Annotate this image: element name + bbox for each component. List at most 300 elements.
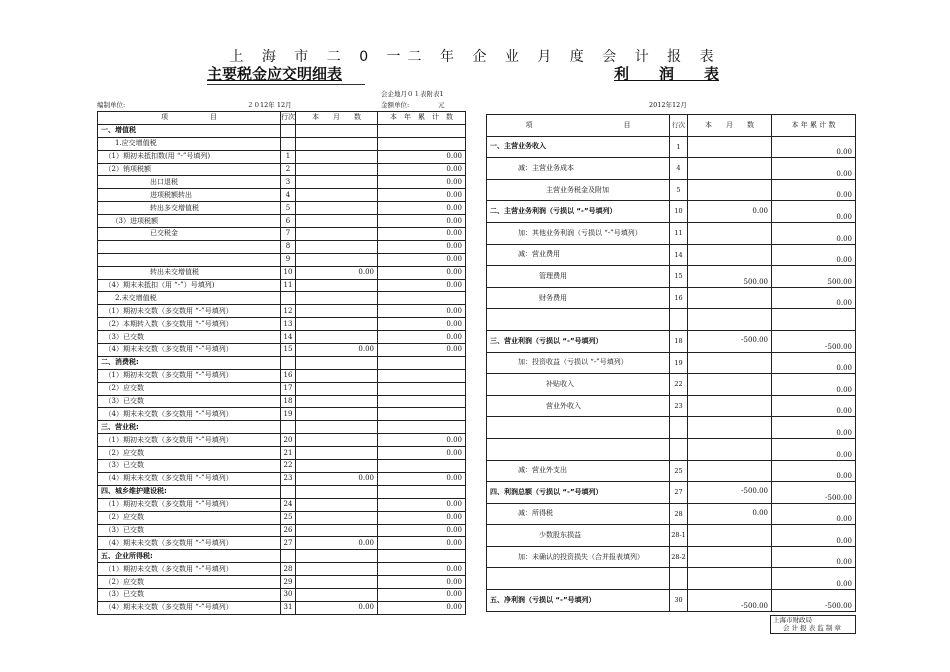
ytd-value-cell	[378, 382, 466, 395]
ytd-value-cell	[378, 421, 466, 434]
column-header: 本 年 累 计 数	[772, 115, 856, 137]
item-cell: （3）已交数	[98, 460, 281, 473]
line-number-cell	[281, 292, 296, 305]
item-cell: （1）期初未抵扣数(用 “-”号填列)	[98, 150, 281, 163]
item-cell	[487, 568, 670, 590]
ytd-value-cell: 0.00	[772, 287, 856, 309]
item-cell: 主营业务税金及附加	[487, 179, 670, 201]
ytd-value-cell: 0.00	[378, 215, 466, 228]
profit-row	[487, 352, 856, 374]
item-cell: 减：营业外支出	[487, 460, 670, 482]
tax-row	[98, 240, 466, 253]
monthly-value-cell	[688, 244, 772, 266]
line-number-cell: 5	[670, 179, 688, 201]
monthly-value-cell	[688, 309, 772, 331]
item-cell: 管理费用	[487, 266, 670, 288]
item-cell: 加：其他业务利润（亏损以 “-”号填列）	[487, 222, 670, 244]
tax-row	[98, 563, 466, 576]
money-unit: 元	[438, 101, 445, 109]
profit-row	[487, 525, 856, 547]
tax-row	[98, 588, 466, 601]
item-cell: （4）期末未交数（多交数用 “-”号填列）	[98, 408, 281, 421]
ytd-value-cell	[378, 369, 466, 382]
tax-row	[98, 472, 466, 485]
item-cell: 已交税金	[98, 228, 281, 241]
line-number-cell	[281, 485, 296, 498]
item-cell: 减：所得税	[487, 503, 670, 525]
item-cell: （4）期末未交数（多交数用 “-”号填列）	[98, 537, 281, 550]
monthly-value-cell	[296, 588, 378, 601]
monthly-value-cell	[296, 524, 378, 537]
stamp-line-2: 会 计 报 表 监 制 章	[783, 624, 841, 632]
monthly-value-cell	[296, 150, 378, 163]
profit-row	[487, 417, 856, 439]
monthly-value-cell	[688, 568, 772, 590]
line-number-cell: 30	[670, 590, 688, 612]
line-number-cell: 15	[281, 344, 296, 357]
monthly-value-cell: 0.00	[296, 266, 378, 279]
column-header: 行次	[281, 112, 296, 125]
tax-row	[98, 356, 466, 369]
report-date-right: 2012年12月	[649, 101, 687, 109]
profit-row	[487, 222, 856, 244]
line-number-cell: 29	[281, 576, 296, 589]
line-number-cell: 19	[670, 352, 688, 374]
monthly-value-cell	[688, 352, 772, 374]
ytd-value-cell: 0.00	[378, 588, 466, 601]
monthly-value-cell	[688, 374, 772, 396]
ytd-value-cell	[378, 292, 466, 305]
ytd-value-cell: 0.00	[378, 601, 466, 614]
tax-detail-title: 主要税金应交明细表	[207, 65, 343, 83]
item-cell	[98, 253, 281, 266]
line-number-cell: 11	[670, 222, 688, 244]
monthly-value-cell	[296, 511, 378, 524]
ytd-value-cell: 0.00	[772, 179, 856, 201]
profit-row	[487, 179, 856, 201]
monthly-value-cell	[296, 550, 378, 563]
line-number-cell: 27	[281, 537, 296, 550]
tax-row	[98, 228, 466, 241]
ytd-value-cell: 0.00	[378, 150, 466, 163]
line-number-cell: 14	[281, 331, 296, 344]
report-main-title: 上 海 市 二 0 一二 年 企 业 月 度 会 计 报 表	[229, 49, 721, 65]
tax-row	[98, 524, 466, 537]
line-number-cell: 4	[281, 189, 296, 202]
item-cell: 转出未交增值税	[98, 266, 281, 279]
monthly-value-cell: -500.00	[688, 482, 772, 504]
line-number-cell: 25	[281, 511, 296, 524]
line-number-cell: 22	[281, 460, 296, 473]
monthly-value-cell	[296, 382, 378, 395]
monthly-value-cell	[296, 331, 378, 344]
monthly-value-cell	[296, 163, 378, 176]
profit-row	[487, 201, 856, 223]
item-cell: （1）期初未交数（多交数用 “-”号填列）	[98, 434, 281, 447]
tax-row	[98, 485, 466, 498]
ytd-value-cell: 0.00	[378, 563, 466, 576]
line-number-cell: 6	[281, 215, 296, 228]
ytd-value-cell: 0.00	[378, 305, 466, 318]
line-number-cell: 21	[281, 447, 296, 460]
profit-row	[487, 309, 856, 331]
line-number-cell: 15	[670, 266, 688, 288]
monthly-value-cell: 0.00	[296, 601, 378, 614]
item-cell	[487, 438, 670, 460]
unit-label: 编制单位:	[97, 101, 126, 109]
tax-row	[98, 253, 466, 266]
line-number-cell: 2	[281, 163, 296, 176]
form-code: 会企地月０１表附表1	[381, 90, 444, 98]
item-cell: 转出多交增值税	[98, 202, 281, 215]
item-cell: 三、营业税:	[98, 421, 281, 434]
ytd-value-cell	[378, 124, 466, 137]
ytd-value-cell: 0.00	[772, 244, 856, 266]
line-number-cell: 14	[670, 244, 688, 266]
profit-row	[487, 482, 856, 504]
tax-row	[98, 176, 466, 189]
ytd-value-cell	[772, 309, 856, 331]
line-number-cell: 8	[281, 240, 296, 253]
column-header: 行次	[670, 115, 688, 137]
profit-row	[487, 136, 856, 158]
line-number-cell: 27	[670, 482, 688, 504]
ytd-value-cell: 0.00	[378, 202, 466, 215]
monthly-value-cell	[688, 287, 772, 309]
item-cell: （1）期初未交数（多交数用 “-”号填列）	[98, 369, 281, 382]
ytd-value-cell: 0.00	[378, 163, 466, 176]
ytd-value-cell: 0.00	[772, 546, 856, 568]
tax-row	[98, 318, 466, 331]
line-number-cell: 25	[670, 460, 688, 482]
column-header: 本 月 数	[688, 115, 772, 137]
tax-row	[98, 369, 466, 382]
line-number-cell: 16	[281, 369, 296, 382]
ytd-value-cell: 0.00	[772, 395, 856, 417]
item-cell: （3）已交数	[98, 395, 281, 408]
profit-row	[487, 158, 856, 180]
tax-row	[98, 202, 466, 215]
monthly-value-cell	[688, 417, 772, 439]
item-cell: 一、主营业务收入	[487, 136, 670, 158]
item-cell: （3）已交数	[98, 331, 281, 344]
line-number-cell: 4	[670, 158, 688, 180]
monthly-value-cell	[688, 395, 772, 417]
item-cell: 五、净利润（亏损以 “-”号填列）	[487, 590, 670, 612]
line-number-cell: 20	[281, 434, 296, 447]
ytd-value-cell: 0.00	[378, 576, 466, 589]
item-cell: 三、营业利润（亏损以 “-”号填列）	[487, 330, 670, 352]
monthly-value-cell	[688, 158, 772, 180]
profit-statement-table	[486, 114, 856, 612]
item-cell: 二、主营业务利润（亏损以 “-”号填列）	[487, 201, 670, 223]
line-number-cell: 31	[281, 601, 296, 614]
line-number-cell	[281, 137, 296, 150]
item-cell: 补贴收入	[487, 374, 670, 396]
item-cell	[487, 309, 670, 331]
item-cell: （2）销项税额	[98, 163, 281, 176]
tax-row	[98, 215, 466, 228]
tax-row	[98, 421, 466, 434]
tax-row	[98, 576, 466, 589]
ytd-value-cell: 0.00	[378, 228, 466, 241]
tax-row	[98, 395, 466, 408]
ytd-value-cell: 0.00	[772, 374, 856, 396]
monthly-value-cell	[296, 395, 378, 408]
monthly-value-cell	[296, 498, 378, 511]
item-cell: 四、城乡维护建设税:	[98, 485, 281, 498]
tax-row	[98, 292, 466, 305]
item-cell: 1.应交增值税	[98, 137, 281, 150]
item-cell: 加：投资收益（亏损以 “-”号填列）	[487, 352, 670, 374]
tax-row	[98, 498, 466, 511]
ytd-value-cell: 0.00	[378, 511, 466, 524]
finance-bureau-stamp	[770, 615, 856, 634]
line-number-cell	[281, 356, 296, 369]
item-cell: （2）应交数	[98, 511, 281, 524]
line-number-cell: 5	[281, 202, 296, 215]
monthly-value-cell	[296, 240, 378, 253]
report-date-left: ２０12年 12月	[247, 101, 292, 109]
item-cell: （3）已交数	[98, 588, 281, 601]
monthly-value-cell	[296, 176, 378, 189]
tax-row	[98, 550, 466, 563]
monthly-value-cell	[688, 136, 772, 158]
tax-row	[98, 189, 466, 202]
monthly-value-cell	[296, 576, 378, 589]
item-cell: （4）期末未交数（多交数用 “-”号填列）	[98, 344, 281, 357]
ytd-value-cell: 0.00	[772, 525, 856, 547]
ytd-value-cell: 0.00	[378, 266, 466, 279]
line-number-cell: 28	[670, 503, 688, 525]
tax-row	[98, 601, 466, 614]
item-cell: （4）期末未抵扣（用 “-”）号填列)	[98, 279, 281, 292]
monthly-value-cell	[296, 253, 378, 266]
monthly-value-cell: 0.00	[688, 503, 772, 525]
tax-row	[98, 137, 466, 150]
item-cell: 二、消费税:	[98, 356, 281, 369]
ytd-value-cell: 0.00	[772, 438, 856, 460]
ytd-value-cell: 0.00	[378, 344, 466, 357]
item-cell	[487, 417, 670, 439]
ytd-value-cell	[378, 395, 466, 408]
ytd-value-cell: 0.00	[378, 524, 466, 537]
ytd-value-cell: 0.00	[772, 417, 856, 439]
line-number-cell: 9	[281, 253, 296, 266]
line-number-cell: 23	[281, 472, 296, 485]
ytd-value-cell: 0.00	[772, 222, 856, 244]
item-cell: 四、利润总额（亏损以 “-”号填列）	[487, 482, 670, 504]
ytd-value-cell: 0.00	[378, 253, 466, 266]
item-cell: （2）应交数	[98, 382, 281, 395]
line-number-cell	[670, 568, 688, 590]
line-number-cell: 19	[281, 408, 296, 421]
ytd-value-cell: 0.00	[378, 498, 466, 511]
monthly-value-cell: -500.00	[688, 330, 772, 352]
item-cell: 减：营业费用	[487, 244, 670, 266]
line-number-cell: 1	[281, 150, 296, 163]
monthly-value-cell: 500.00	[688, 266, 772, 288]
monthly-value-cell	[296, 460, 378, 473]
item-cell: （2）应交数	[98, 576, 281, 589]
monthly-value-cell	[296, 434, 378, 447]
profit-row	[487, 395, 856, 417]
item-cell: （1）期初未交数（多交数用 “-”号填列）	[98, 305, 281, 318]
monthly-value-cell	[296, 189, 378, 202]
line-number-cell: 28	[281, 563, 296, 576]
item-cell: （1）期初未交数（多交数用 “-”号填列）	[98, 498, 281, 511]
tax-row	[98, 150, 466, 163]
line-number-cell	[670, 309, 688, 331]
line-number-cell	[281, 421, 296, 434]
line-number-cell	[281, 124, 296, 137]
monthly-value-cell	[688, 460, 772, 482]
line-number-cell: 18	[281, 395, 296, 408]
line-number-cell: 1	[670, 136, 688, 158]
tax-row	[98, 447, 466, 460]
line-number-cell: 10	[281, 266, 296, 279]
monthly-value-cell	[688, 525, 772, 547]
tax-row	[98, 279, 466, 292]
monthly-value-cell	[296, 485, 378, 498]
item-cell	[98, 240, 281, 253]
ytd-value-cell: 0.00	[772, 568, 856, 590]
profit-row	[487, 460, 856, 482]
profit-row	[487, 287, 856, 309]
tax-row	[98, 266, 466, 279]
line-number-cell: 16	[670, 287, 688, 309]
tax-row	[98, 305, 466, 318]
ytd-value-cell: 0.00	[378, 189, 466, 202]
item-cell: 营业外收入	[487, 395, 670, 417]
line-number-cell: 22	[670, 374, 688, 396]
monthly-value-cell: 0.00	[688, 201, 772, 223]
ytd-value-cell	[378, 485, 466, 498]
line-number-cell	[281, 550, 296, 563]
ytd-value-cell: 0.00	[378, 240, 466, 253]
monthly-value-cell	[296, 279, 378, 292]
ytd-value-cell: 0.00	[378, 279, 466, 292]
ytd-value-cell	[378, 137, 466, 150]
tax-row	[98, 434, 466, 447]
line-number-cell: 26	[281, 524, 296, 537]
tax-row	[98, 331, 466, 344]
profit-statement-title: 利 润 表	[614, 65, 720, 83]
ytd-value-cell: 0.00	[378, 331, 466, 344]
monthly-value-cell: 0.00	[296, 537, 378, 550]
title-underline	[207, 84, 365, 85]
header-row	[487, 115, 856, 137]
monthly-value-cell	[296, 305, 378, 318]
ytd-value-cell: 0.00	[772, 201, 856, 223]
money-unit-label: 金额单位:	[381, 101, 410, 109]
ytd-value-cell	[378, 408, 466, 421]
ytd-value-cell: 0.00	[772, 352, 856, 374]
item-cell: 2.未交增值税	[98, 292, 281, 305]
ytd-value-cell: -500.00	[772, 482, 856, 504]
monthly-value-cell	[296, 124, 378, 137]
ytd-value-cell: 0.00	[378, 447, 466, 460]
monthly-value-cell	[296, 369, 378, 382]
ytd-value-cell: 0.00	[378, 472, 466, 485]
monthly-value-cell	[296, 318, 378, 331]
monthly-value-cell	[688, 179, 772, 201]
monthly-value-cell: 0.00	[296, 344, 378, 357]
item-cell: （3）已交数	[98, 524, 281, 537]
line-number-cell: 3	[281, 176, 296, 189]
item-cell: （4）期末未交数（多交数用 “-”号填列）	[98, 472, 281, 485]
ytd-value-cell: 0.00	[772, 158, 856, 180]
tax-row	[98, 163, 466, 176]
line-number-cell: 23	[670, 395, 688, 417]
profit-row	[487, 330, 856, 352]
profit-row	[487, 546, 856, 568]
column-header: 项 目	[98, 112, 281, 125]
profit-row	[487, 438, 856, 460]
ytd-value-cell: 0.00	[772, 460, 856, 482]
line-number-cell: 28-1	[670, 525, 688, 547]
tax-detail-table	[97, 111, 466, 615]
line-number-cell: 13	[281, 318, 296, 331]
item-cell: （1）期初未交数（多交数用 “-”号填列）	[98, 563, 281, 576]
monthly-value-cell	[296, 137, 378, 150]
column-header: 本 年 累 计 数	[378, 112, 466, 125]
line-number-cell: 30	[281, 588, 296, 601]
line-number-cell: 10	[670, 201, 688, 223]
monthly-value-cell	[296, 563, 378, 576]
column-header: 项 目	[487, 115, 670, 137]
tax-row	[98, 460, 466, 473]
profit-row	[487, 266, 856, 288]
ytd-value-cell: 0.00	[378, 318, 466, 331]
ytd-value-cell: 0.00	[378, 176, 466, 189]
line-number-cell: 24	[281, 498, 296, 511]
line-number-cell	[670, 438, 688, 460]
monthly-value-cell	[296, 292, 378, 305]
line-number-cell: 18	[670, 330, 688, 352]
tax-row	[98, 344, 466, 357]
monthly-value-cell	[296, 228, 378, 241]
monthly-value-cell	[296, 215, 378, 228]
item-cell: 财务费用	[487, 287, 670, 309]
item-cell: 五、企业所得税:	[98, 550, 281, 563]
ytd-value-cell	[378, 550, 466, 563]
line-number-cell: 28-2	[670, 546, 688, 568]
tax-row	[98, 382, 466, 395]
ytd-value-cell: 500.00	[772, 266, 856, 288]
item-cell: 减：主营业务成本	[487, 158, 670, 180]
profit-row	[487, 568, 856, 590]
tax-row	[98, 511, 466, 524]
item-cell: 进项税额转出	[98, 189, 281, 202]
monthly-value-cell	[296, 356, 378, 369]
profit-row	[487, 244, 856, 266]
item-cell: 出口退税	[98, 176, 281, 189]
line-number-cell	[670, 417, 688, 439]
ytd-value-cell: -500.00	[772, 590, 856, 612]
header-row	[98, 112, 466, 125]
ytd-value-cell: 0.00	[772, 136, 856, 158]
ytd-value-cell: 0.00	[378, 434, 466, 447]
monthly-value-cell	[688, 438, 772, 460]
line-number-cell: 7	[281, 228, 296, 241]
monthly-value-cell	[296, 408, 378, 421]
profit-row	[487, 590, 856, 612]
ytd-value-cell: -500.00	[772, 330, 856, 352]
line-number-cell: 11	[281, 279, 296, 292]
monthly-value-cell: 0.00	[296, 472, 378, 485]
profit-row	[487, 374, 856, 396]
